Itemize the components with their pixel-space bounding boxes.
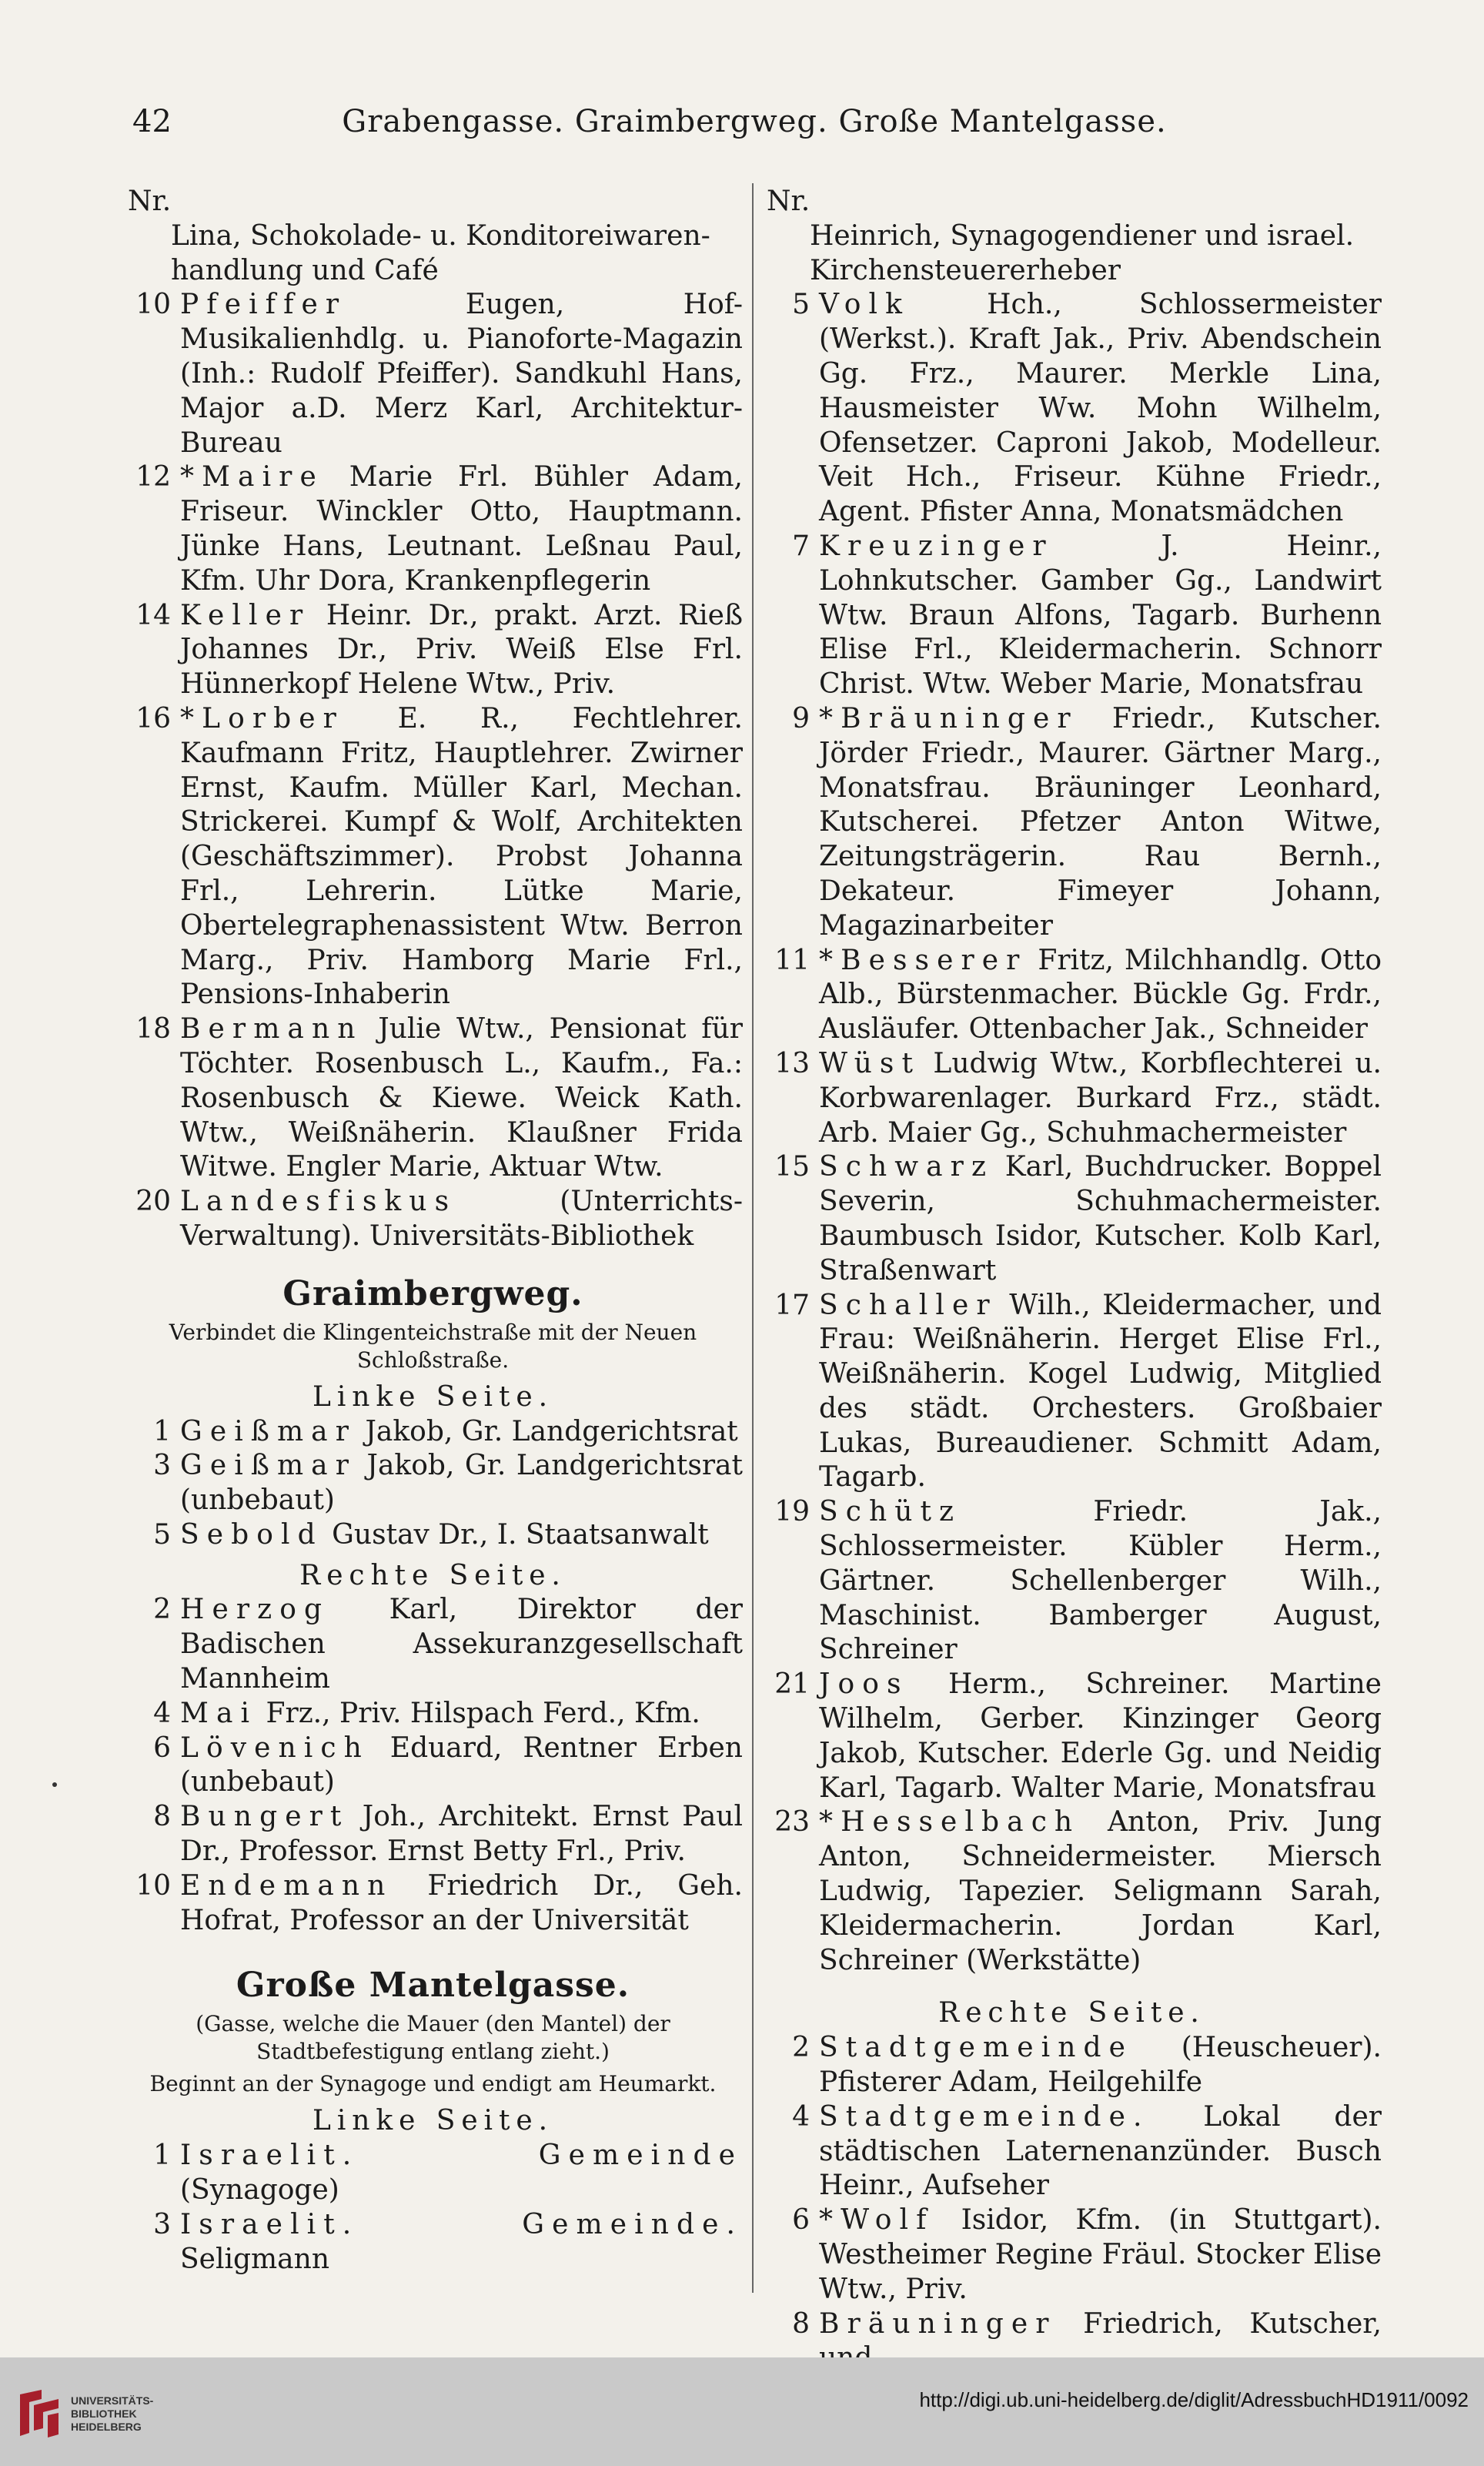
owner-name: Geißmar [180, 1415, 356, 1447]
address-entry [762, 944, 1382, 1047]
owner-name: *Wolf [819, 2204, 934, 2237]
house-number: 5 [153, 1518, 171, 1551]
entry-text [180, 1732, 743, 1801]
entry-list [762, 288, 1382, 1978]
owner-name: Kreuzinger [819, 530, 1054, 562]
house-number: 13 [774, 1047, 810, 1079]
house-number: 1 [153, 2140, 171, 2172]
page-header [123, 99, 1385, 145]
house-number: 1 [153, 1415, 171, 1447]
house-number: 18 [135, 1013, 171, 1046]
address-entry [762, 702, 1382, 944]
entry-list [123, 1415, 743, 1553]
continuation-line: Heinrich, Synagogendiener und israel. [810, 219, 1355, 252]
residents-text: Friedr., Kutscher. Jörder Friedr., Maurer. Gärtner Marg., Monatsfrau. Bräuninger Leonhard, Kutscherei. Pfetzer Anton Witwe, Zeitungsträgerin. Rau Bernh., Dekateur. Fimeyer Johann, Magazinarbeiter [819, 702, 1382, 942]
address-entry [762, 2031, 1382, 2100]
source-url[interactable]: http://digi.ub.uni-heidelberg.de/diglit/AdressbuchHD1911/0092 [919, 2388, 1469, 2411]
residents-text: Marie Frl. Bühler Adam, Friseur. Winckler Otto, Hauptmann. Jünke Hans, Leutnant. Leßnau Paul, Kfm. Uhr Dora, Krankenpflegerin [180, 461, 743, 597]
entry-list [762, 2031, 1382, 2376]
entry-list [123, 288, 743, 1253]
house-number: 7 [792, 530, 810, 562]
address-entry [762, 1289, 1382, 1496]
address-entry [123, 1593, 743, 1696]
owner-name: Volk [819, 289, 911, 321]
residents-text: Fritz, Milchhandlg. Otto Alb., Bürstenmacher. Bückle Gg. Frdr., Ausläufer. Ottenbacher Jak., Schneider [819, 944, 1382, 1046]
house-number: 8 [153, 1801, 171, 1833]
house-number: 16 [135, 702, 171, 734]
owner-name: Bräuninger [819, 2307, 1057, 2340]
address-entry [123, 599, 743, 702]
owner-name: Stadtgemeinde [819, 2032, 1133, 2064]
entry-text [819, 1289, 1382, 1496]
owner-name: Israelit. Gemeinde [180, 2140, 743, 2172]
right-column [762, 185, 1382, 2376]
owner-name: Schaller [819, 1289, 998, 1321]
address-entry [123, 288, 743, 460]
house-number: 11 [774, 944, 810, 976]
entry-list [123, 2139, 743, 2277]
address-entry [762, 1150, 1382, 1288]
owner-name: Schwarz [819, 1151, 994, 1183]
residents-text: Karl, Direktor der Badischen Assekuranzgesellschaft Mannheim [180, 1594, 743, 1695]
residents-text: J. Heinr., Lohnkutscher. Gamber Gg., Landwirt Wtw. Braun Alfons, Tagarb. Burhenn Elise Frl., Kleidermacherin. Schnorr Christ. Wtw. Weber Marie, Monatsfrau [819, 530, 1382, 701]
residents-text: E. R., Fechtlehrer. Kaufmann Fritz, Hauptlehrer. Zwirner Ernst, Kaufm. Müller Karl, Mechan. Strickerei. Kumpf & Wolf, Architekten (Geschäftszimmer). Probst Johanna Frl., Lehrerin. Lütke Marie, Obertelegraphenassistent Wtw. Berron Marg., Priv. Hamborg Marie Frl., Pensions-Inhaberin [180, 702, 743, 1011]
entry-text [180, 702, 743, 1012]
address-entry [762, 530, 1382, 702]
nr-label: Nr. [767, 186, 811, 217]
house-number: 8 [792, 2307, 810, 2340]
owner-name: Mai [180, 1697, 258, 1729]
side-heading-right: Rechte Seite. [299, 1559, 567, 1591]
running-title: Grabengasse. Graimbergweg. Große Mantelgasse. [342, 104, 1167, 139]
entry-text [180, 599, 743, 702]
house-number: 6 [792, 2204, 810, 2237]
section-description: (Gasse, welche die Mauer (den Mantel) der Stadtbefestigung entlang zieht.) [196, 2011, 670, 2065]
scan-speck [52, 1782, 57, 1787]
entry-text [180, 1449, 743, 1518]
entry-text [819, 1150, 1382, 1288]
owner-name: Landesfiskus [180, 1186, 457, 1218]
owner-name: Pfeiffer [180, 289, 347, 321]
continuation-line: handlung und Café [171, 254, 439, 286]
entry-text [819, 702, 1382, 944]
viewer-footer [0, 2357, 1484, 2466]
house-number: 17 [774, 1289, 810, 1321]
residents-text: Jakob, Gr. Landgerichtsrat (unbebaut) [180, 1450, 743, 1517]
owner-name: Stadtgemeinde. [819, 2100, 1150, 2133]
entry-text [180, 1415, 743, 1450]
entry-text [180, 2208, 743, 2277]
address-entry [123, 1869, 743, 1939]
residents-text: Friedrich Dr., Geh. Hofrat, Professor an der Universität [180, 1869, 743, 1936]
entry-text [180, 1869, 743, 1939]
address-entry [762, 1668, 1382, 1805]
column-divider [752, 183, 754, 2293]
entry-text [819, 1047, 1382, 1150]
owner-name: Bermann [180, 1013, 363, 1046]
house-number: 21 [774, 1668, 810, 1701]
entry-text [180, 2139, 743, 2208]
entry-text [819, 530, 1382, 702]
entry-text [819, 944, 1382, 1047]
address-entry [123, 1697, 743, 1732]
address-entry [123, 460, 743, 598]
address-entry [123, 1012, 743, 1185]
address-entry [123, 1518, 743, 1553]
entry-text [180, 460, 743, 598]
owner-name: Lövenich [180, 1732, 369, 1764]
house-number: 6 [153, 1732, 171, 1764]
entry-text [819, 1668, 1382, 1805]
house-number: 3 [153, 2208, 171, 2240]
library-logo[interactable] [15, 2387, 153, 2441]
nr-label: Nr. [128, 186, 172, 217]
address-entry [123, 1800, 743, 1869]
residents-text: Seligmann [180, 2243, 330, 2275]
address-entry [762, 1495, 1382, 1668]
section-description: Beginnt an der Synagoge und endigt am Heumarkt. [149, 2071, 717, 2097]
house-number: 15 [774, 1151, 810, 1183]
house-number: 4 [792, 2100, 810, 2133]
owner-name: Geißmar [180, 1450, 356, 1482]
continuation-line: Kirchensteuererheber [810, 254, 1121, 286]
house-number: 23 [774, 1806, 810, 1839]
entry-text [819, 288, 1382, 530]
entry-text [180, 1012, 743, 1185]
address-entry [762, 1047, 1382, 1150]
residents-text: Herm., Schreiner. Martine Wilhelm, Gerber. Kinzinger Georg Jakob, Kutscher. Ederle Gg. und Neidig Karl, Tagarb. Walter Marie, Monatsfrau [819, 1668, 1382, 1804]
owner-name: *Maire [180, 461, 324, 494]
owner-name: *Bräuninger [819, 702, 1078, 734]
residents-text: Friedrich, Kutscher, [1083, 2307, 1382, 2340]
section-title-grosse-mantelgasse: Große Mantelgasse. [236, 1966, 630, 2006]
house-number: 3 [153, 1450, 171, 1482]
residents-text: Eduard, Rentner Erben (unbebaut) [180, 1732, 743, 1798]
library-name-line: UNIVERSITÄTS- [71, 2394, 154, 2407]
page-number: 42 [132, 104, 172, 139]
address-entry [123, 1449, 743, 1518]
residents-text: Lokal der städtischen Laternenanzünder. Busch Heinr., Aufseher [819, 2100, 1382, 2202]
owner-name: *Lorber [180, 702, 344, 734]
side-heading-left: Linke Seite. [313, 1380, 553, 1413]
address-entry [123, 1415, 743, 1450]
continuation-line: Lina, Schokolade- u. Konditoreiwaren- [171, 219, 710, 252]
house-number: 4 [153, 1697, 171, 1729]
entry-text [819, 1495, 1382, 1668]
entry-text [180, 1185, 743, 1254]
residents-text: Jakob, Gr. Landgerichtsrat [356, 1415, 738, 1447]
owner-name: *Hesselbach [819, 1806, 1081, 1839]
address-entry [762, 288, 1382, 530]
house-number: 2 [792, 2032, 810, 2064]
house-number: 14 [135, 599, 171, 631]
house-number: 19 [774, 1496, 810, 1528]
owner-name: Keller [180, 599, 311, 631]
residents-text: Wilh., Kleidermacher, und Frau: Weißnäherin. Herget Elise Frl., Weißnäherin. Kogel Ludwig, Mitglied des städt. Orchesters. Großbaier Lukas, Bureaudiener. Schmitt Adam, Tagarb. [819, 1289, 1382, 1494]
library-logo-icon [15, 2388, 63, 2439]
residents-text: Julie Wtw., Pensionat für Töchter. Rosenbusch L., Kaufm., Fa.: Rosenbusch & Kiewe. Weick Kath. Wtw., Weißnäherin. Klaußner Frida Witwe. Engler Marie, Aktuar Wtw. [180, 1013, 743, 1183]
address-entry [762, 1805, 1382, 1978]
entry-text [180, 288, 743, 460]
house-number: 10 [135, 1869, 171, 1902]
section-description: Verbindet die Klingenteichstraße mit der Neuen Schloßstraße. [169, 1319, 697, 1373]
residents-text: Hch., Schlossermeister (Werkst.). Kraft Jak., Priv. Abendschein Gg. Frz., Maurer. Merkle Lina, Hausmeister Ww. Mohn Wilhelm, Ofensetzer. Caproni Jakob, Modelleur. Veit Hch., Friseur. Kühne Friedr., Agent. Pfister Anna, Monatsmädchen [819, 289, 1382, 528]
address-entry [123, 702, 743, 1012]
owner-name: Herzog [180, 1594, 330, 1626]
entry-text [180, 1697, 743, 1732]
house-number: 10 [135, 289, 171, 321]
residents-text: Frz., Priv. Hilspach Ferd., Kfm. [257, 1697, 700, 1729]
owner-name: Wüst [819, 1047, 921, 1079]
house-number: 12 [135, 461, 171, 494]
library-name [71, 2394, 153, 2434]
owner-name: Bungert [180, 1801, 349, 1833]
residents-text: Eugen, Hof-Musikalienhdlg. u. Pianoforte-Magazin (Inh.: Rudolf Pfeiffer). Sandkuhl Hans, Major a.D. Merz Karl, Architektur-Bureau [180, 289, 743, 459]
side-heading-left: Linke Seite. [313, 2105, 553, 2137]
residents-text: Ludwig Wtw., Korbflechterei u. Korbwarenlager. Burkard Frz., städt. Arb. Maier Gg., Schuhmachermeister [819, 1047, 1382, 1149]
address-entry [762, 2100, 1382, 2203]
residents-text: Isidor, Kfm. (in Stuttgart). Westheimer Regine Fräul. Stocker Elise Wtw., Priv. [819, 2204, 1382, 2305]
residents-text: Anton, Priv. Jung Anton, Schneidermeister. Miersch Ludwig, Tapezier. Seligmann Sarah, Kleidermacherin. Jordan Karl, Schreiner (Werkstätte) [819, 1806, 1382, 1976]
entry-text [819, 2203, 1382, 2307]
entry-list [123, 1593, 743, 1938]
residents-text: Heinr. Dr., prakt. Arzt. Rieß Johannes Dr., Priv. Weiß Else Frl. Hünnerkopf Helene Wtw., Priv. [180, 599, 743, 701]
house-number: 9 [792, 702, 810, 734]
house-number: 2 [153, 1594, 171, 1626]
address-entry [123, 1185, 743, 1254]
entry-text [180, 1800, 743, 1869]
library-name-line: BIBLIOTHEK [71, 2407, 137, 2420]
owner-name: Joos [819, 1668, 909, 1701]
residents-text: (Unterrichts-Verwaltung). Universitäts-Bibliothek [180, 1186, 743, 1252]
address-entry [762, 2203, 1382, 2307]
owner-name: Schütz [819, 1496, 962, 1528]
section-title-graimbergweg: Graimbergweg. [282, 1273, 583, 1313]
side-heading-right: Rechte Seite. [938, 1997, 1205, 2029]
address-entry [123, 2139, 743, 2208]
owner-name: *Besserer [819, 944, 1028, 976]
residents-text: Friedr. Jak., Schlossermeister. Kübler Herm., Gärtner. Schellenberger Wilh., Maschinist. Bamberger August, Schreiner [819, 1496, 1382, 1666]
entry-text [819, 2100, 1382, 2203]
residents-text: (Synagoge) [180, 2174, 339, 2207]
owner-name: Endemann [180, 1869, 393, 1902]
library-name-line: HEIDELBERG [71, 2420, 142, 2433]
residents-text: Joh., Architekt. Ernst Paul Dr., Professor. Ernst Betty Frl., Priv. [180, 1801, 743, 1868]
house-number: 20 [135, 1186, 171, 1218]
residents-text: Karl, Buchdrucker. Boppel Severin, Schuhmachermeister. Baumbusch Isidor, Kutscher. Kolb Karl, Straßenwart [819, 1151, 1382, 1287]
left-column [123, 185, 743, 2277]
residents-text: (Heuscheuer). Pfisterer Adam, Heilgehilfe [819, 2032, 1382, 2099]
entry-text [180, 1593, 743, 1696]
address-entry [123, 2208, 743, 2277]
entry-text [819, 1805, 1382, 1978]
house-number: 5 [792, 289, 810, 321]
residents-text: Gustav Dr., I. Staatsanwalt [323, 1518, 709, 1551]
address-entry [123, 1732, 743, 1801]
entry-text [819, 2031, 1382, 2100]
entry-text [180, 1518, 743, 1553]
owner-name: Israelit. Gemeinde. [180, 2208, 743, 2240]
owner-name: Sebold [180, 1518, 323, 1551]
